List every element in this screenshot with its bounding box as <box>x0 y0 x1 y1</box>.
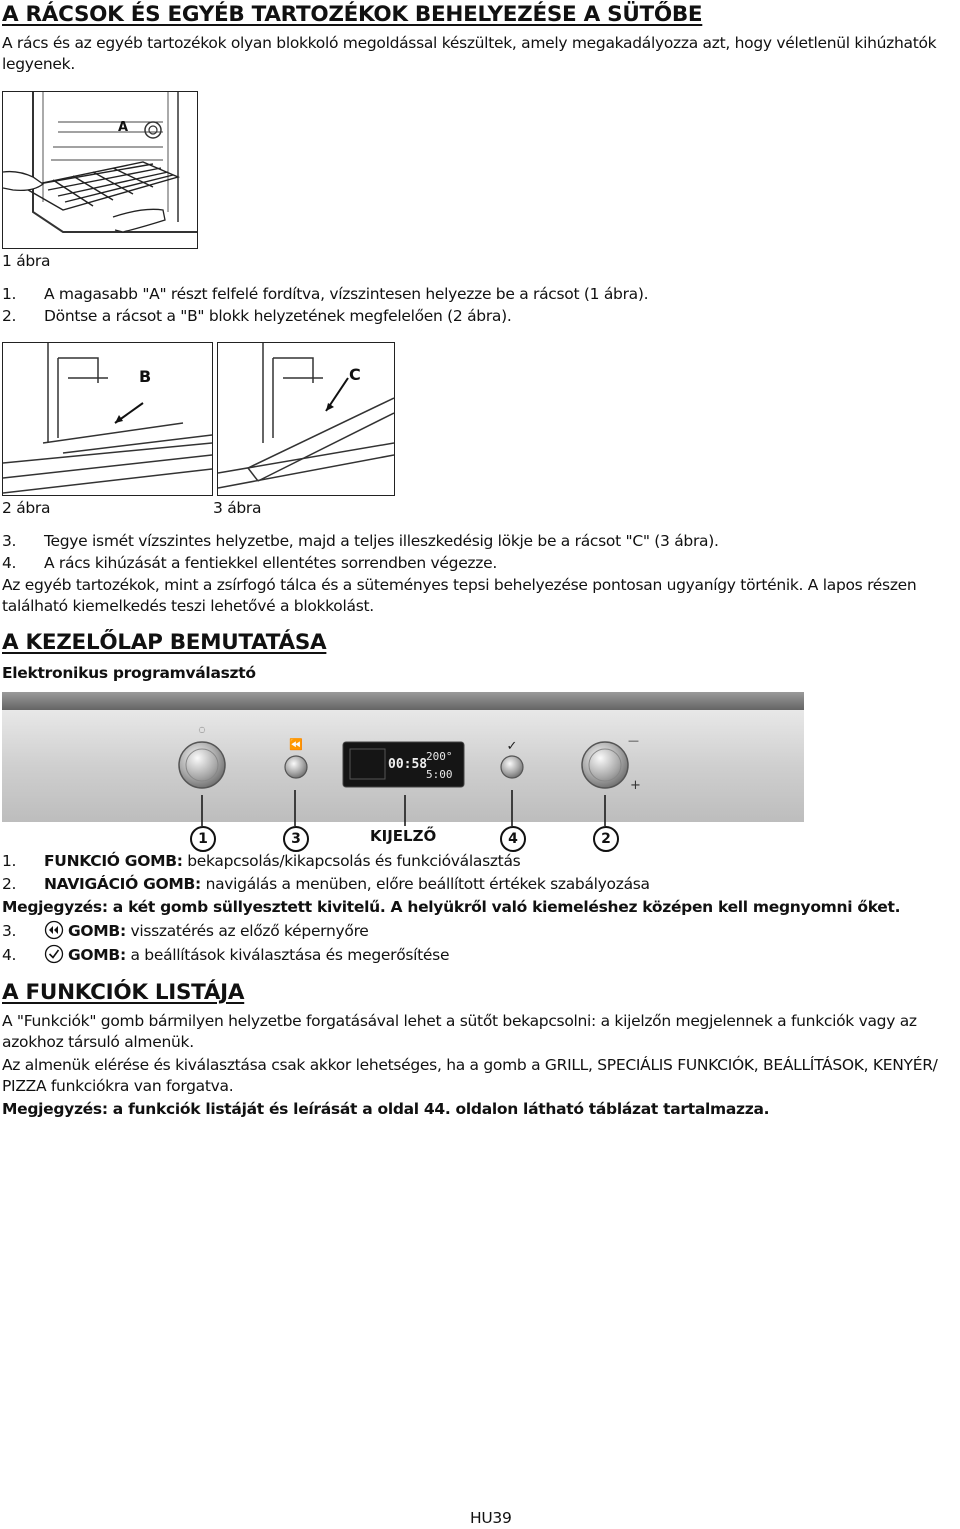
svg-text:◌: ◌ <box>198 725 206 734</box>
step-2-text: Döntse a rácsot a "B" blokk helyzetének megfelelően (2 ábra). <box>44 307 512 325</box>
panel-item-4-number: 4. <box>2 946 17 964</box>
intro-paragraph: A rács és az egyéb tartozékok olyan blokkoló megoldással készültek, amely megakadályozza azt, hogy véletlenül kihúzhatók legyenek. <box>2 34 937 73</box>
panel-item-2-label: NAVIGÁCIÓ GOMB: <box>44 875 201 893</box>
functions-paragraph-1: A "Funkciók" gomb bármilyen helyzetbe forgatásával lehet a sütőt bekapcsolni: a kijelzőn megjelennek a funkciók vagy az azokhoz társuló almenük. <box>2 1012 917 1051</box>
svg-text:✓: ✓ <box>506 739 518 754</box>
figure-1-label-a: A <box>118 120 129 135</box>
step-4-text: A rács kihúzását a fentiekkel ellentétes sorrendben végezze. <box>44 554 497 572</box>
step-2-number: 2. <box>2 307 17 325</box>
panel-item-1-label: FUNKCIÓ GOMB: <box>44 852 183 870</box>
panel-item-1-text: bekapcsolás/kikapcsolás és funkcióválasztás <box>182 852 521 870</box>
step-4 <box>2 553 497 574</box>
figure-1-caption: 1 ábra <box>2 252 51 270</box>
panel-item-3-label: GOMB: <box>68 922 126 940</box>
section-subtitle: Elektronikus programválasztó <box>2 664 256 682</box>
page-number: HU39 <box>470 1509 512 1527</box>
callout-2-badge: 2 <box>593 826 619 852</box>
figure-3-label-c: C <box>349 365 361 384</box>
svg-text:⏪: ⏪ <box>289 738 303 751</box>
figure-1-oven-rack <box>2 91 198 249</box>
panel-item-4-label: GOMB: <box>68 946 126 964</box>
panel-item-1-number: 1. <box>2 852 17 870</box>
section-title-funkciok: A FUNKCIÓK LISTÁJA <box>2 980 245 1005</box>
step-3 <box>2 531 719 552</box>
figure-3-caption: 3 ábra <box>213 499 262 517</box>
back-icon <box>44 920 64 940</box>
step-3-number: 3. <box>2 532 17 550</box>
step-1 <box>2 284 648 305</box>
figure-3-rack-push <box>217 342 395 496</box>
figure-2-rack-tilt <box>2 342 213 496</box>
callout-4-badge: 4 <box>500 826 526 852</box>
panel-item-4 <box>2 944 449 966</box>
panel-note: Megjegyzés: a két gomb süllyesztett kivitelű. A helyükről való kiemeléshez középen kell megnyomni őket. <box>2 898 901 916</box>
panel-item-2-text: navigálás a menüben, előre beállított értékek szabályozása <box>200 875 650 893</box>
panel-item-3-text: visszatérés az előző képernyőre <box>125 922 369 940</box>
functions-paragraph-2: Az almenük elérése és kiválasztása csak akkor lehetséges, ha a gomb a GRILL, SPECIÁLIS FUNKCIÓK, BEÁLLÍTÁSOK, KENYÉR/ PIZZA funkciókra van forgatva. <box>2 1056 938 1095</box>
figure-2-label-b: B <box>139 367 152 386</box>
panel-item-4-text: a beállítások kiválasztása és megerősítése <box>125 946 450 964</box>
callout-lines <box>0 760 960 835</box>
panel-minus-sign: — <box>628 734 639 747</box>
panel-item-2-number: 2. <box>2 875 17 893</box>
callout-1-badge: 1 <box>190 826 216 852</box>
step-2 <box>2 306 511 327</box>
display-temperature: 200° <box>426 750 453 763</box>
panel-item-3-number: 3. <box>2 922 17 940</box>
step-1-number: 1. <box>2 285 17 303</box>
figure-2-caption: 2 ábra <box>2 499 51 517</box>
step-4-number: 4. <box>2 554 17 572</box>
functions-note: Megjegyzés: a funkciók listáját és leírását a oldal 44. oldalon látható táblázat tartalmazza. <box>2 1100 770 1118</box>
check-icon <box>44 944 64 964</box>
section-title-racsok: A RÁCSOK ÉS EGYÉB TARTOZÉKOK BEHELYEZÉSE A SÜTŐBE <box>2 2 703 27</box>
callout-3-badge: 3 <box>283 826 309 852</box>
display-time: 00:58 <box>388 757 428 772</box>
panel-plus-sign: + <box>630 778 641 793</box>
step-3-text: Tegye ismét vízszintes helyzetbe, majd a teljes illeszkedésig lökje be a rácsot "C" (3 ábra). <box>44 532 719 550</box>
section-title-kezelolap: A KEZELŐLAP BEMUTATÁSA <box>2 630 327 655</box>
panel-item-3 <box>2 920 369 942</box>
panel-item-2 <box>2 874 650 895</box>
step-1-text: A magasabb "A" részt felfelé fordítva, vízszintesen helyezze be a rácsot (1 ábra). <box>44 285 649 303</box>
callout-display-label: KIJELZŐ <box>370 827 437 845</box>
display-end-time: 5:00 <box>426 768 453 781</box>
panel-item-1 <box>2 851 520 872</box>
accessories-note: Az egyéb tartozékok, mint a zsírfogó tálca és a süteményes tepsi behelyezése pontosan ugyanígy történik. A lapos részen található kiemelkedés teszi lehetővé a blokkolást. <box>2 576 917 615</box>
